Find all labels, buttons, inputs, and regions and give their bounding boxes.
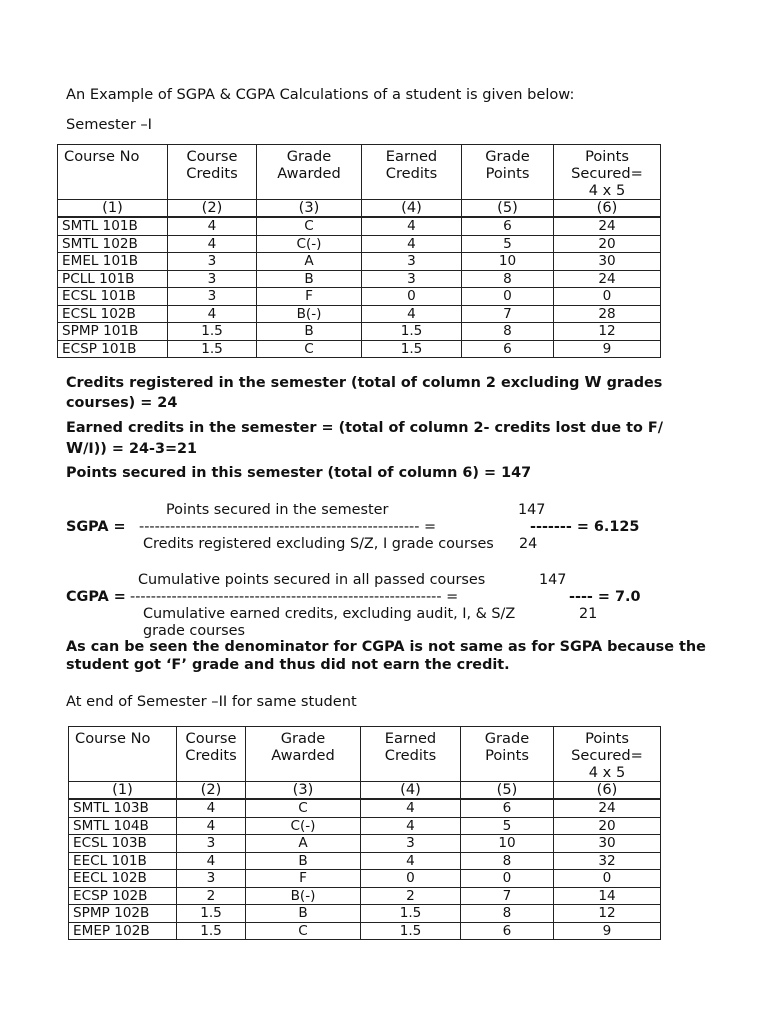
table-cell: C(-) xyxy=(246,817,361,835)
points-secured-text: Points secured in this semester (total of column 6) = 147 xyxy=(66,465,532,481)
table-row xyxy=(69,817,661,835)
table-cell: C xyxy=(246,922,361,940)
table-row xyxy=(58,288,661,306)
course-number-cell: EECL 102B xyxy=(69,870,177,888)
table-cell: 9 xyxy=(554,340,661,358)
table-cell: 8 xyxy=(461,852,554,870)
table-cell: 8 xyxy=(462,270,554,288)
course-number-cell: ECSL 103B xyxy=(69,835,177,853)
table-cell: 0 xyxy=(554,288,661,306)
table-cell: C xyxy=(246,799,361,817)
column-number: (1) xyxy=(69,782,177,800)
table-cell: B(-) xyxy=(246,887,361,905)
page-heading: An Example of SGPA & CGPA Calculations of a student is given below: xyxy=(66,86,575,103)
table-cell: 5 xyxy=(461,817,554,835)
table-row xyxy=(69,835,661,853)
table-cell: 3 xyxy=(168,288,257,306)
table-cell: 12 xyxy=(554,905,661,923)
table-cell: 20 xyxy=(554,235,661,253)
table-cell: 10 xyxy=(462,253,554,271)
column-header: Course Credits xyxy=(177,727,246,782)
semester2-title: At end of Semester –II for same student xyxy=(66,693,357,710)
table-row xyxy=(69,887,661,905)
column-header: Grade Awarded xyxy=(246,727,361,782)
column-header: Points Secured= 4 x 5 xyxy=(554,145,661,200)
sgpa-result xyxy=(530,519,639,535)
column-header: Grade Points xyxy=(462,145,554,200)
table-cell: B xyxy=(246,852,361,870)
withdraw-grade-letter: W xyxy=(66,439,84,457)
column-header: Points Secured= 4 x 5 xyxy=(554,727,661,782)
table-cell: 30 xyxy=(554,835,661,853)
table-cell: 4 xyxy=(177,799,246,817)
table-cell: 3 xyxy=(177,870,246,888)
table-row xyxy=(58,235,661,253)
table-cell: C xyxy=(257,340,362,358)
semester1-table xyxy=(57,144,661,358)
table-cell: 20 xyxy=(554,817,661,835)
sgpa-denominator: Credits registered excluding S/Z, I grade courses xyxy=(143,536,494,552)
cgpa-numerator-value: 147 xyxy=(539,572,567,588)
table-cell: 0 xyxy=(462,288,554,306)
table-cell: 7 xyxy=(461,887,554,905)
course-number-cell: SMTL 103B xyxy=(69,799,177,817)
column-header: Grade Awarded xyxy=(257,145,362,200)
table-cell: 0 xyxy=(361,870,461,888)
table-cell: 3 xyxy=(177,835,246,853)
course-number-cell: ECSP 101B xyxy=(58,340,168,358)
semester1-title: Semester –I xyxy=(66,116,152,133)
column-number: (2) xyxy=(168,200,257,218)
table-cell: 1.5 xyxy=(362,323,462,341)
table-cell: 1.5 xyxy=(362,340,462,358)
table-row xyxy=(58,323,661,341)
course-number-cell: ECSP 102B xyxy=(69,887,177,905)
course-number-cell: SMTL 104B xyxy=(69,817,177,835)
table-row xyxy=(58,253,661,271)
table-cell: 3 xyxy=(361,835,461,853)
table-cell: B(-) xyxy=(257,305,362,323)
table-cell: 10 xyxy=(461,835,554,853)
cgpa-denominator-line1: Cumulative earned credits, excluding audit, I, & S/Z xyxy=(143,606,516,622)
table-cell: 1.5 xyxy=(168,323,257,341)
column-header: Grade Points xyxy=(461,727,554,782)
column-number: (3) xyxy=(257,200,362,218)
table-cell: 4 xyxy=(168,217,257,235)
table-cell: 4 xyxy=(361,817,461,835)
column-header: Earned Credits xyxy=(362,145,462,200)
table-row xyxy=(69,922,661,940)
table-row xyxy=(69,799,661,817)
cgpa-numerator: Cumulative points secured in all passed courses xyxy=(138,572,486,588)
withdraw-grade-letter: W xyxy=(584,373,602,391)
table-cell: 4 xyxy=(362,235,462,253)
course-number-cell: EMEL 101B xyxy=(58,253,168,271)
table-row xyxy=(69,905,661,923)
table-cell: 4 xyxy=(362,217,462,235)
cgpa-denominator-line2: grade courses xyxy=(143,623,246,639)
table-cell: 3 xyxy=(168,270,257,288)
table-cell: 30 xyxy=(554,253,661,271)
cgpa-denominator-value: 21 xyxy=(579,606,598,622)
course-number-cell: SPMP 101B xyxy=(58,323,168,341)
table-cell: 12 xyxy=(554,323,661,341)
table-cell: C(-) xyxy=(257,235,362,253)
table-cell: 28 xyxy=(554,305,661,323)
table-cell: 1.5 xyxy=(361,922,461,940)
table-cell: 1.5 xyxy=(177,905,246,923)
cgpa-label: CGPA = xyxy=(66,589,126,605)
table-cell: 32 xyxy=(554,852,661,870)
sgpa-denominator-value: 24 xyxy=(519,536,538,552)
table-cell: 5 xyxy=(462,235,554,253)
table-cell: 2 xyxy=(361,887,461,905)
sgpa-numerator: Points secured in the semester xyxy=(166,502,389,518)
earned-credits-part1: Earned credits in the semester = (total of column 2- credits lost due to F/ xyxy=(66,420,663,436)
column-number: (2) xyxy=(177,782,246,800)
table-cell: 4 xyxy=(177,817,246,835)
table-cell: 2 xyxy=(177,887,246,905)
table-cell: 4 xyxy=(361,799,461,817)
credits-registered-part2: grades courses) = 24 xyxy=(66,375,663,411)
column-number: (6) xyxy=(554,782,661,800)
table-cell: 4 xyxy=(362,305,462,323)
column-number: (5) xyxy=(462,200,554,218)
table-row xyxy=(69,870,661,888)
course-number-cell: SMTL 101B xyxy=(58,217,168,235)
earned-credits-part2: /I)) = 24-3=21 xyxy=(83,441,198,457)
cgpa-result-text: ---- = 7.0 xyxy=(569,589,641,605)
table-row xyxy=(58,305,661,323)
column-number: (6) xyxy=(554,200,661,218)
course-number-cell: ECSL 101B xyxy=(58,288,168,306)
table-cell: 24 xyxy=(554,270,661,288)
cgpa-fraction-line: ------------------------------------------------------------ = xyxy=(130,589,459,605)
table-row xyxy=(58,340,661,358)
course-number-cell: EECL 101B xyxy=(69,852,177,870)
table-cell: 1.5 xyxy=(177,922,246,940)
table-cell: 6 xyxy=(461,922,554,940)
explanation-text: As can be seen the denominator for CGPA is not same as for SGPA because the student got ‘F’ grade and thus did not earn the credit. xyxy=(66,639,706,673)
table-cell: B xyxy=(257,270,362,288)
table-cell: C xyxy=(257,217,362,235)
table-cell: 6 xyxy=(461,799,554,817)
credits-registered-part1: Credits registered in the semester (total of column 2 excluding xyxy=(66,375,585,391)
table-cell: 14 xyxy=(554,887,661,905)
table-row xyxy=(69,852,661,870)
table-cell: 4 xyxy=(177,852,246,870)
table-cell: 8 xyxy=(462,323,554,341)
column-header: Course No xyxy=(69,727,177,782)
sgpa-numerator-value: 147 xyxy=(518,502,546,518)
table-cell: 6 xyxy=(462,340,554,358)
table-cell: 3 xyxy=(362,253,462,271)
column-number: (3) xyxy=(246,782,361,800)
cgpa-result xyxy=(569,589,640,605)
table-cell: B xyxy=(246,905,361,923)
column-header: Course No xyxy=(58,145,168,200)
course-number-cell: EMEP 102B xyxy=(69,922,177,940)
table-cell: 0 xyxy=(461,870,554,888)
table-cell: B xyxy=(257,323,362,341)
sgpa-fraction-line: ------------------------------------------------------ = xyxy=(139,519,437,535)
table-cell: 4 xyxy=(361,852,461,870)
table-cell: 9 xyxy=(554,922,661,940)
course-number-cell: SPMP 102B xyxy=(69,905,177,923)
credits-registered-text xyxy=(66,372,706,413)
table-cell: 3 xyxy=(168,253,257,271)
table-cell: 4 xyxy=(168,235,257,253)
course-number-cell: SMTL 102B xyxy=(58,235,168,253)
column-header: Earned Credits xyxy=(361,727,461,782)
table-cell: A xyxy=(257,253,362,271)
column-number: (4) xyxy=(361,782,461,800)
table-cell: 6 xyxy=(462,217,554,235)
column-header: Course Credits xyxy=(168,145,257,200)
table-cell: 4 xyxy=(168,305,257,323)
sgpa-result-text: ------- = 6.125 xyxy=(530,519,640,535)
table-cell: A xyxy=(246,835,361,853)
table-cell: 8 xyxy=(461,905,554,923)
course-number-cell: ECSL 102B xyxy=(58,305,168,323)
table-cell: 0 xyxy=(554,870,661,888)
table-cell: 24 xyxy=(554,799,661,817)
table-cell: 3 xyxy=(362,270,462,288)
table-cell: 0 xyxy=(362,288,462,306)
sgpa-label: SGPA = xyxy=(66,519,126,535)
table-row xyxy=(58,270,661,288)
column-number: (1) xyxy=(58,200,168,218)
table-cell: F xyxy=(257,288,362,306)
table-cell: F xyxy=(246,870,361,888)
table-cell: 1.5 xyxy=(361,905,461,923)
column-number: (4) xyxy=(362,200,462,218)
table-cell: 7 xyxy=(462,305,554,323)
table-cell: 1.5 xyxy=(168,340,257,358)
course-number-cell: PCLL 101B xyxy=(58,270,168,288)
table-row xyxy=(58,217,661,235)
earned-credits-text xyxy=(66,418,706,459)
table-cell: 24 xyxy=(554,217,661,235)
column-number: (5) xyxy=(461,782,554,800)
semester2-table xyxy=(68,726,661,940)
